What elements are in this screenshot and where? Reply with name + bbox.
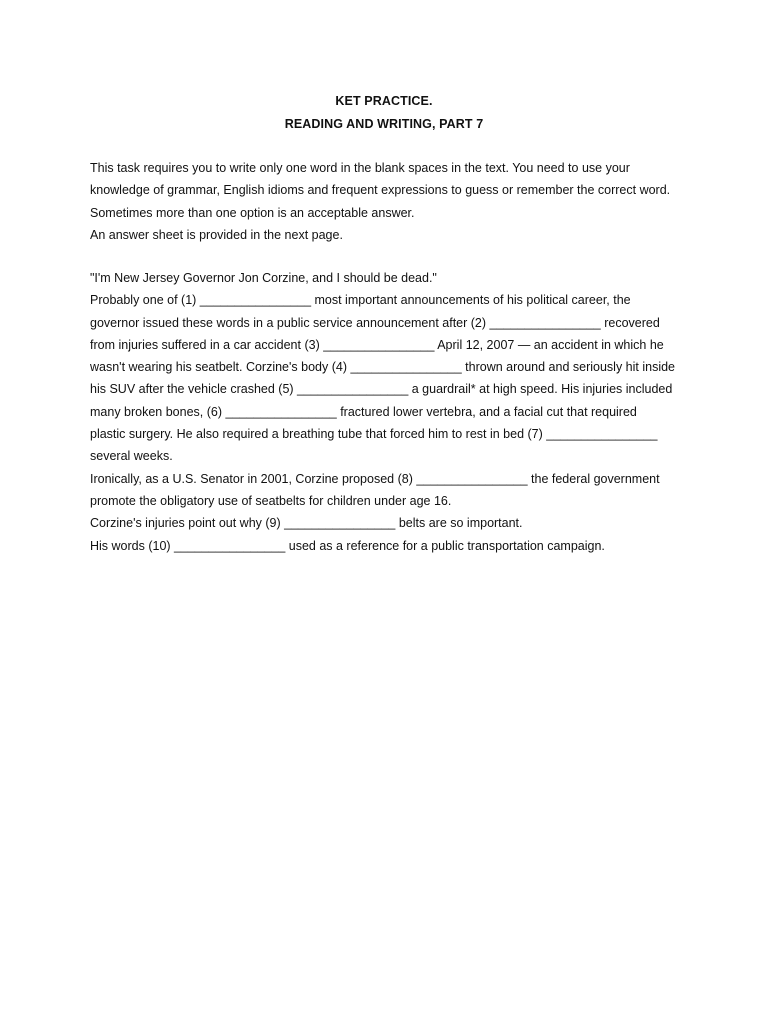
passage-line: his SUV after the vehicle crashed (5) ________________ a guardrail* at high speed. His injuries included [90, 382, 673, 397]
cloze-passage [90, 267, 690, 557]
document-subtitle: READING AND WRITING, PART 7 [284, 117, 484, 131]
instructions-line: An answer sheet is provided in the next page. [90, 227, 343, 242]
passage-line: Probably one of (1) ________________ most important announcements of his political career, the [90, 293, 631, 308]
instructions-line: Sometimes more than one option is an acceptable answer. [90, 205, 415, 220]
passage-line: several weeks. [90, 449, 173, 464]
passage-line: Corzine's injuries point out why (9) ________________ belts are so important. [90, 516, 523, 531]
instructions-paragraph [90, 157, 690, 246]
passage-line: governor issued these words in a public service announcement after (2) ________________ recovered [90, 315, 660, 330]
instructions-line: This task requires you to write only one word in the blank spaces in the text. You need to use your [90, 161, 630, 175]
passage-quote-line: "I'm New Jersey Governor Jon Corzine, and I should be dead." [90, 271, 437, 285]
passage-line: promote the obligatory use of seatbelts for children under age 16. [90, 493, 452, 508]
passage-line: Ironically, as a U.S. Senator in 2001, Corzine proposed (8) ________________ the federal government [90, 471, 660, 486]
passage-line: His words (10) ________________ used as a reference for a public transportation campaign. [90, 538, 605, 553]
instructions-line: knowledge of grammar, English idioms and frequent expressions to guess or remember the correct word. [90, 183, 671, 198]
passage-line: from injuries suffered in a car accident (3) ________________ April 12, 2007 — an accident in which he [90, 337, 664, 352]
document-title: KET PRACTICE. [335, 94, 433, 108]
passage-line: many broken bones, (6) ________________ fractured lower vertebra, and a facial cut that required [90, 404, 637, 419]
passage-line: wasn't wearing his seatbelt. Corzine's body (4) ________________ thrown around and seriously hit inside [90, 360, 675, 375]
passage-line: plastic surgery. He also required a breathing tube that forced him to rest in bed (7) ________________ [90, 427, 658, 442]
